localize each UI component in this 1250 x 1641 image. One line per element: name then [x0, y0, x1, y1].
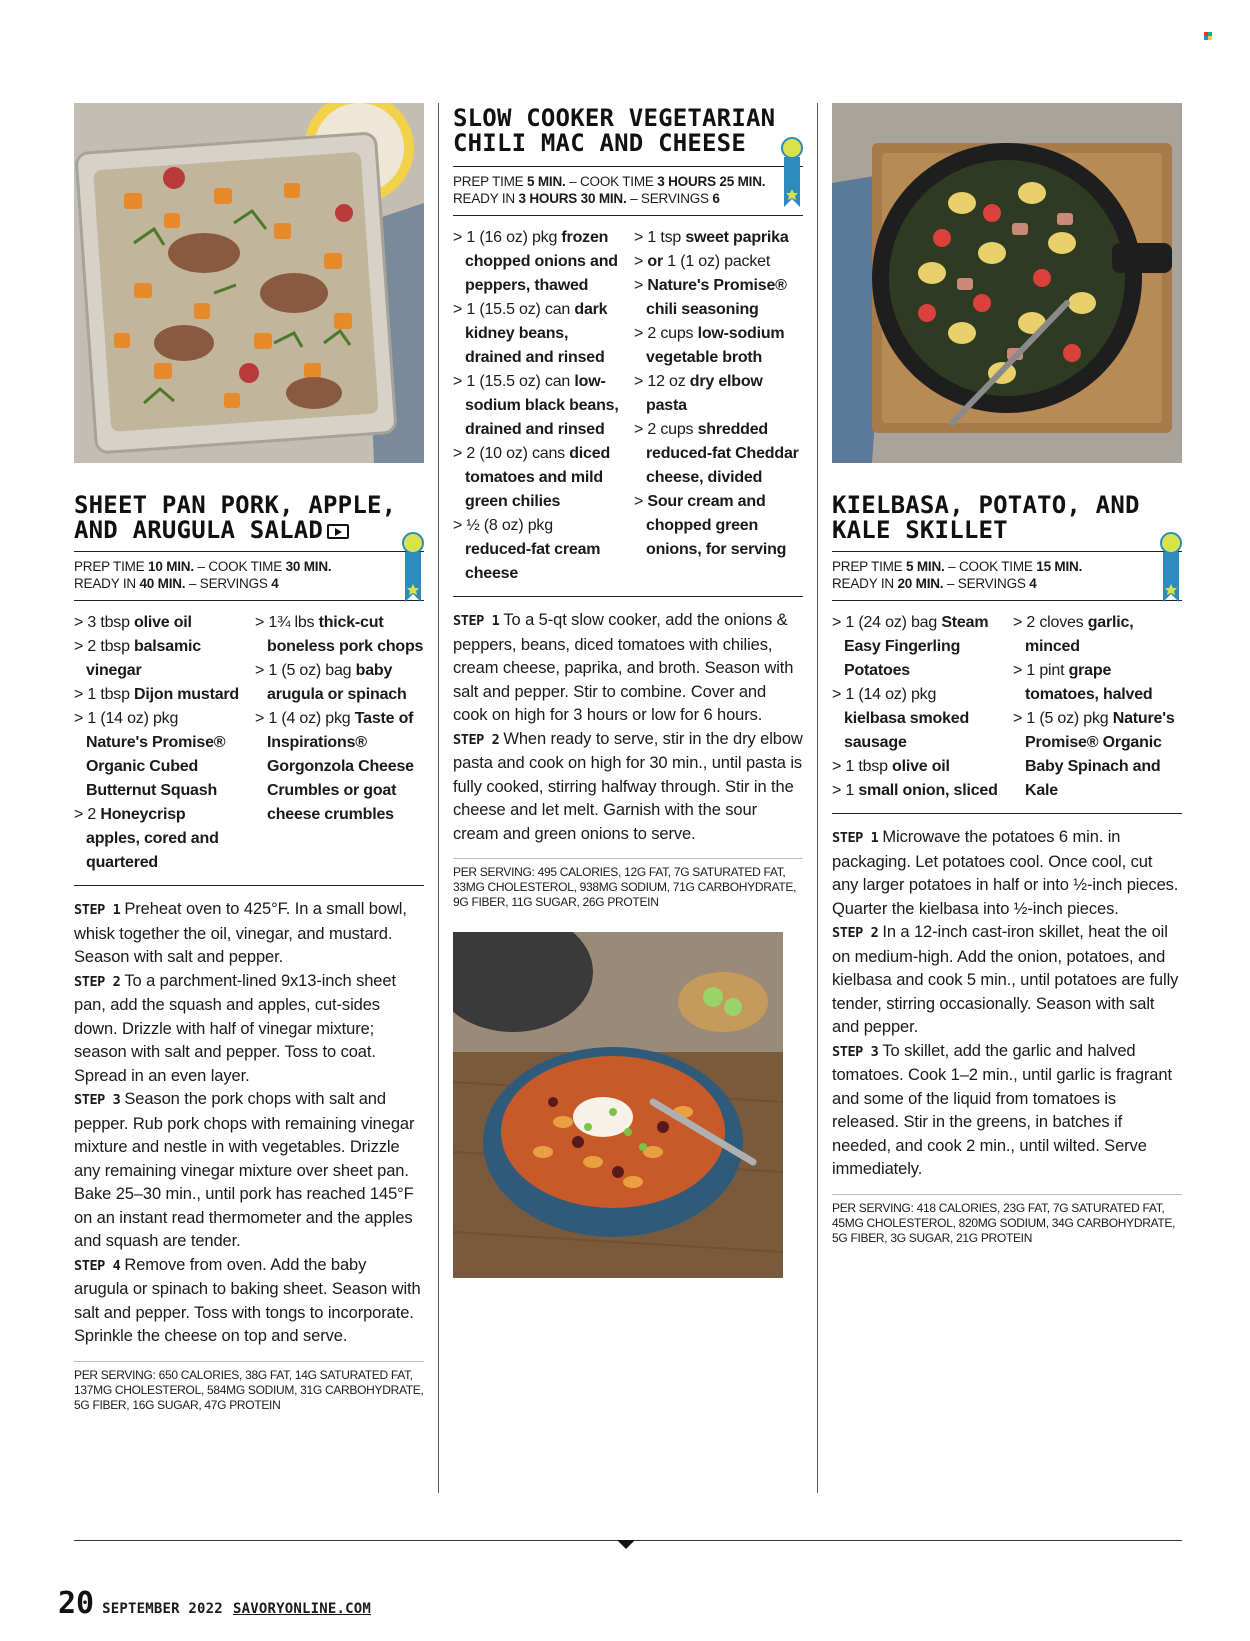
ingredient-name: olive oil	[134, 614, 192, 631]
ingredient-quantity: 1 (4 oz) pkg	[268, 710, 355, 727]
bullet-arrow-icon: >	[255, 614, 269, 631]
step-label: STEP 1	[453, 613, 500, 629]
ingredient-name: grape tomatoes, halved	[1025, 662, 1153, 703]
bullet-arrow-icon: >	[634, 253, 648, 270]
ingredient-quantity: 2 cloves	[1026, 614, 1088, 631]
ingredient-name: olive oil	[892, 758, 950, 775]
ingredient-quantity: ½ (8 oz) pkg	[466, 517, 553, 534]
ingredient-quantity: 3 tbsp	[87, 614, 135, 631]
bullet-arrow-icon: >	[832, 614, 846, 631]
step-label: STEP 2	[832, 925, 879, 941]
ingredient-item	[634, 274, 803, 322]
bullet-arrow-icon: >	[1013, 614, 1027, 631]
step-text: When ready to serve, stir in the dry elbow pasta and cook on high for 30 min., until pasta is fully cooked, stirring halfway through. Stir in the cheese and let melt. Garnish with the sour cream and green onions to serve.	[453, 729, 803, 843]
nutrition-info: PER SERVING: 418 CALORIES, 23G FAT, 7G SATURATED FAT, 45MG CHOLESTEROL, 820MG SODIUM, 34G CARBOHYDRATE, 5G FIBER, 3G SUGAR, 21G PROTEIN	[832, 1194, 1182, 1246]
ingredient-item	[832, 779, 1001, 803]
ingredient-name: Honeycrisp apples, cored and quartered	[86, 806, 219, 871]
step-label: STEP 1	[74, 902, 121, 918]
ingredient-quantity: 1 (5 oz) bag	[268, 662, 356, 679]
ingredient-list	[832, 611, 1182, 803]
step-text: In a 12-inch cast-iron skillet, heat the oil on medium-high. Add the onion, potatoes, and kielbasa and cook 5 min., until potatoes are fully tender, stirring occasionally. Season with salt and pepper.	[832, 923, 1179, 1036]
recipe-meta: PREP TIME 5 MIN. – COOK TIME 3 HOURS 25 MIN. READY IN 3 HOURS 30 MIN. – SERVINGS 6	[453, 166, 803, 207]
step-label: STEP 3	[832, 1043, 879, 1060]
step-label: STEP 4	[74, 1257, 121, 1274]
recipe-meta: PREP TIME 10 MIN. – COOK TIME 30 MIN. READY IN 40 MIN. – SERVINGS 4	[74, 551, 424, 592]
ingredient-name: dark kidney beans, drained and rinsed	[465, 301, 608, 366]
ingredient-item	[634, 322, 803, 370]
ingredient-name: or	[647, 253, 668, 270]
recipe-step	[832, 1040, 1182, 1182]
step-text: To a 5-qt slow cooker, add the onions & peppers, beans, diced tomatoes with chilies, cream cheese, paprika, and broth. Season with salt and pepper. Stir to combine. Cover and cook on high for 3 hours or low for 6 hours.	[453, 611, 794, 724]
step-text: To a parchment-lined 9x13-inch sheet pan, add the squash and apples, cut-sides down. Drizzle with half of vinegar mixture; season with salt and pepper. Toss to coat. Spread in an even layer.	[74, 971, 396, 1085]
bullet-arrow-icon: >	[634, 277, 648, 294]
kielbasa-skillet-photo	[832, 103, 1182, 463]
divider	[453, 215, 803, 216]
bullet-arrow-icon: >	[255, 710, 269, 727]
ingredient-column-right	[634, 226, 803, 586]
ingredient-item	[1013, 707, 1182, 803]
bullet-arrow-icon: >	[453, 301, 467, 318]
ingredient-item	[74, 635, 243, 683]
ingredient-name: dry elbow pasta	[646, 373, 763, 414]
ingredient-list	[453, 226, 803, 586]
ingredient-list	[74, 611, 424, 875]
step-label: STEP 3	[74, 1092, 121, 1108]
ingredient-name: low-sodium vegetable broth	[646, 325, 785, 366]
recipe-step	[74, 970, 424, 1089]
recipe-sheet-pan-pork	[74, 103, 424, 1413]
ingredient-quantity: 1 (14 oz) pkg	[845, 686, 937, 703]
ingredient-item	[453, 226, 622, 298]
award-ribbon-icon	[402, 532, 424, 604]
recipe-steps	[453, 609, 803, 846]
ingredient-name: Sour cream and chopped green onions, for serving	[646, 493, 787, 558]
recipe-step	[832, 921, 1182, 1040]
ingredient-name: Nature's Promise® chili seasoning	[646, 277, 787, 318]
step-text: Remove from oven. Add the baby arugula or spinach to baking sheet. Season with salt and pepper. Toss with tongs to incorporate. Sprinkle the cheese on top and serve.	[74, 1255, 421, 1345]
ingredient-quantity: 1 pint	[1026, 662, 1069, 679]
ingredient-item	[255, 659, 424, 707]
ingredient-name: garlic, minced	[1025, 614, 1134, 655]
recipe-title: SLOW COOKER VEGETARIAN CHILI MAC AND CHEESE	[453, 104, 776, 157]
recipe-step	[74, 1088, 424, 1254]
recipe-title: SHEET PAN PORK, APPLE, AND ARUGULA SALAD	[74, 491, 397, 544]
bullet-arrow-icon: >	[74, 806, 88, 823]
ingredient-note: 1 (1 oz) packet	[667, 253, 771, 270]
recipe-meta: PREP TIME 5 MIN. – COOK TIME 15 MIN. READY IN 20 MIN. – SERVINGS 4	[832, 551, 1182, 592]
ingredient-item	[74, 707, 243, 803]
recipe-title: KIELBASA, POTATO, AND KALE SKILLET	[832, 491, 1140, 544]
ingredient-quantity: 1 tsp	[647, 229, 686, 246]
ingredient-name: sweet paprika	[685, 229, 789, 246]
ingredient-name: balsamic vinegar	[86, 638, 201, 679]
recipe-chili-mac	[453, 100, 803, 1278]
divider	[74, 885, 424, 886]
ingredient-item	[453, 514, 622, 586]
ingredient-item	[634, 418, 803, 490]
bullet-arrow-icon: >	[74, 686, 88, 703]
step-text: Season the pork chops with salt and pepper. Rub pork chops with remaining vinegar mixture and nestle in with vegetables. Drizzle any remaining vinegar mixture over sheet pan. Bake 25–30 min., until pork has reached 145°F on an instant read thermometer and the apples and squash are tender.	[74, 1090, 415, 1250]
ingredient-quantity: 1	[845, 782, 859, 799]
ingredient-item	[634, 490, 803, 562]
ingredient-quantity: 2 cups	[647, 325, 698, 342]
ingredient-item	[634, 226, 803, 250]
ingredient-name: frozen chopped onions and peppers, thawed	[465, 229, 618, 294]
ingredient-item	[634, 250, 803, 274]
issue-date: SEPTEMBER 2022	[102, 1601, 223, 1617]
ingredient-item	[74, 683, 243, 707]
ingredient-column-left	[832, 611, 1001, 803]
recipe-step	[453, 609, 803, 728]
divider	[832, 813, 1182, 814]
ingredient-quantity: 12 oz	[647, 373, 690, 390]
corner-logo-icon	[1204, 32, 1212, 40]
bullet-arrow-icon: >	[832, 686, 846, 703]
ingredient-quantity: 1 (15.5 oz) can	[466, 301, 575, 318]
ingredient-item	[255, 611, 424, 659]
arrow-down-icon	[617, 1540, 635, 1549]
ingredient-name: baby arugula or spinach	[267, 662, 407, 703]
bullet-arrow-icon: >	[74, 614, 88, 631]
ingredient-column-left	[74, 611, 243, 875]
award-ribbon-icon	[781, 137, 803, 209]
chili-mac-photo	[453, 932, 783, 1278]
divider	[453, 596, 803, 597]
bullet-arrow-icon: >	[634, 325, 648, 342]
ingredient-name: thick-cut boneless pork chops	[267, 614, 424, 655]
ingredient-item	[1013, 659, 1182, 707]
divider	[74, 600, 424, 601]
recipe-steps	[74, 898, 424, 1349]
ingredient-item	[74, 611, 243, 635]
bullet-arrow-icon: >	[832, 782, 846, 799]
ingredient-name: small onion, sliced	[858, 782, 998, 799]
video-play-icon[interactable]	[327, 524, 349, 539]
ingredient-name: reduced-fat cream cheese	[465, 541, 601, 582]
column-divider	[438, 103, 439, 1493]
ingredient-item	[453, 370, 622, 442]
nutrition-info: PER SERVING: 650 CALORIES, 38G FAT, 14G SATURATED FAT, 137MG CHOLESTEROL, 584MG SODIUM, 31G CARBOHYDRATE, 5G FIBER, 16G SUGAR, 47G PROTEIN	[74, 1361, 424, 1413]
ingredient-name: Nature's Promise® Organic Cubed Butternut Squash	[86, 734, 226, 799]
step-label: STEP 2	[453, 731, 500, 748]
bullet-arrow-icon: >	[634, 493, 648, 510]
step-text: To skillet, add the garlic and halved tomatoes. Cook 1–2 min., until garlic is fragrant and some of the liquid from tomatoes is released. Stir in the greens, in batches if needed, and cook 2 min., until wilted. Serve immediately.	[832, 1041, 1172, 1178]
ingredient-column-left	[453, 226, 622, 586]
step-label: STEP 2	[74, 973, 121, 990]
ingredient-item	[832, 683, 1001, 755]
ingredient-quantity: 1 (24 oz) bag	[845, 614, 942, 631]
bullet-arrow-icon: >	[74, 638, 88, 655]
bullet-arrow-icon: >	[832, 758, 846, 775]
ingredient-quantity: 1 (15.5 oz) can	[466, 373, 575, 390]
ingredient-quantity: 1 (14 oz) pkg	[87, 710, 179, 727]
divider	[832, 600, 1182, 601]
recipe-kielbasa-skillet	[832, 103, 1182, 1246]
ingredient-name: kielbasa smoked sausage	[844, 710, 970, 751]
ingredient-name: low-sodium black beans, drained and rinsed	[465, 373, 619, 438]
bullet-arrow-icon: >	[453, 229, 467, 246]
website-link[interactable]: SAVORYONLINE.COM	[232, 1601, 371, 1617]
ingredient-name: shredded reduced-fat Cheddar cheese, divided	[646, 421, 799, 486]
recipe-step	[74, 1254, 424, 1349]
recipe-steps	[832, 826, 1182, 1182]
ingredient-quantity: 2	[87, 806, 101, 823]
ingredient-item	[453, 298, 622, 370]
ingredient-quantity: 2 tbsp	[87, 638, 135, 655]
ingredient-item	[74, 803, 243, 875]
ingredient-name: Nature's Promise® Organic Baby Spinach and Kale	[1025, 710, 1175, 799]
recipe-step	[832, 826, 1182, 921]
ingredient-item	[832, 755, 1001, 779]
ingredient-item	[832, 611, 1001, 683]
recipe-step	[74, 898, 424, 970]
ingredient-column-right	[1013, 611, 1182, 803]
page-footer	[58, 1586, 371, 1621]
ingredient-quantity: 1 tbsp	[845, 758, 893, 775]
column-divider	[817, 103, 818, 1493]
step-text: Microwave the potatoes 6 min. in packaging. Let potatoes cool. Once cool, cut any larger potatoes in half or into ½-inch pieces. Quarter the kielbasa into ½-inch pieces.	[832, 828, 1179, 918]
bullet-arrow-icon: >	[634, 421, 648, 438]
ingredient-name: diced tomatoes and mild green chilies	[465, 445, 611, 510]
bullet-arrow-icon: >	[1013, 710, 1027, 727]
ingredient-quantity: 1 tbsp	[87, 686, 135, 703]
recipe-step	[453, 728, 803, 847]
bullet-arrow-icon: >	[634, 229, 648, 246]
bullet-arrow-icon: >	[634, 373, 648, 390]
ingredient-item	[255, 707, 424, 827]
ingredient-column-right	[255, 611, 424, 875]
ingredient-quantity: 1 (16 oz) pkg	[466, 229, 562, 246]
award-ribbon-icon	[1160, 532, 1182, 604]
bullet-arrow-icon: >	[453, 445, 467, 462]
ingredient-quantity: 2 (10 oz) cans	[466, 445, 570, 462]
ingredient-name: Steam Easy Fingerling Potatoes	[844, 614, 989, 679]
ingredient-quantity: 1 (5 oz) pkg	[1026, 710, 1113, 727]
bullet-arrow-icon: >	[1013, 662, 1027, 679]
step-label: STEP 1	[832, 830, 879, 846]
ingredient-quantity: 1¾ lbs	[268, 614, 319, 631]
bullet-arrow-icon: >	[255, 662, 269, 679]
ingredient-name: Dijon mustard	[134, 686, 239, 703]
ingredient-item	[1013, 611, 1182, 659]
nutrition-info: PER SERVING: 495 CALORIES, 12G FAT, 7G SATURATED FAT, 33MG CHOLESTEROL, 938MG SODIUM, 71G CARBOHYDRATE, 9G FIBER, 11G SUGAR, 26G PROTEIN	[453, 858, 803, 910]
ingredient-item	[453, 442, 622, 514]
sheet-pan-pork-photo	[74, 103, 424, 463]
ingredient-item	[634, 370, 803, 418]
bullet-arrow-icon: >	[453, 373, 467, 390]
step-text: Preheat oven to 425°F. In a small bowl, whisk together the oil, vinegar, and mustard. Season with salt and pepper.	[74, 900, 407, 966]
ingredient-quantity: 2 cups	[647, 421, 698, 438]
page-number: 20	[58, 1586, 95, 1621]
ingredient-name: Taste of Inspirations® Gorgonzola Cheese Crumbles or goat cheese crumbles	[267, 710, 414, 823]
bullet-arrow-icon: >	[74, 710, 88, 727]
bullet-arrow-icon: >	[453, 517, 467, 534]
